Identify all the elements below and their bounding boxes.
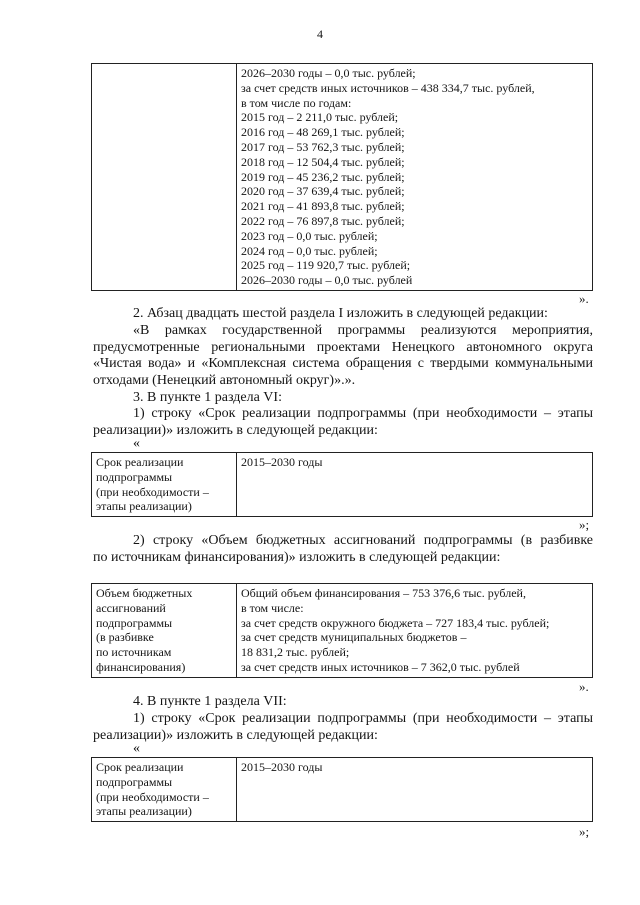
funding-line: 2025 год – 119 920,7 тыс. рублей;: [241, 258, 411, 273]
item-3-sub2: [93, 533, 593, 566]
sub-line: реализации)» изложить в следующей редакции:: [93, 422, 378, 438]
item-3-heading: 3. В пункте 1 раздела VI:: [133, 390, 282, 405]
label-line: этапы реализации): [96, 804, 192, 819]
value-line: за счет средств окружного бюджета – 727 183,4 тыс. рублей;: [241, 615, 550, 630]
item-2-heading: 2. Абзац двадцать шестой раздела I изложить в следующей редакции:: [133, 306, 548, 321]
table-label-cell: [92, 64, 237, 291]
sub-line: 1) строку «Срок реализации подпрограммы (при необходимости – этапы: [133, 406, 593, 421]
label-line: подпрограммы: [96, 774, 173, 789]
value-line: за счет средств муниципальных бюджетов –: [241, 630, 467, 645]
funding-line: 2023 год – 0,0 тыс. рублей;: [241, 228, 378, 243]
sub-line: реализации)» изложить в следующей редакции:: [93, 727, 378, 743]
budget-label-cell: [92, 584, 237, 678]
budget-table: [91, 583, 593, 678]
label-line: Срок реализации: [96, 760, 184, 774]
item-2-quote: [93, 323, 593, 389]
label-line: (при необходимости –: [96, 789, 209, 804]
label-line: (при необходимости –: [96, 484, 209, 499]
quote-line: предусмотренные региональными проектами Ненецкого автономного округа: [93, 339, 593, 355]
item-4-heading: 4. В пункте 1 раздела VII:: [133, 694, 287, 709]
funding-line: 2026–2030 годы – 0,0 тыс. рублей;: [241, 66, 416, 80]
quote-line: отходами (Ненецкий автономный округ)».».: [93, 372, 356, 388]
open-quote: «: [133, 741, 140, 756]
term-value-cell: 2015–2030 годы: [237, 453, 593, 517]
funding-line: 2020 год – 37 639,4 тыс. рублей;: [241, 184, 405, 199]
sub-line: 2) строку «Объем бюджетных ассигнований подпрограммы (в разбивке: [133, 533, 593, 548]
funding-line: 2022 год – 76 897,8 тыс. рублей;: [241, 213, 405, 228]
item-3-sub1: [93, 406, 593, 439]
label-line: по источникам: [96, 645, 172, 660]
term-value-cell: 2015–2030 годы: [237, 758, 593, 822]
value-line: 18 831,2 тыс. рублей;: [241, 645, 350, 660]
funding-line: 2026–2030 годы – 0,0 тыс. рублей: [241, 273, 413, 288]
closing-quote: ».: [579, 679, 589, 694]
open-quote: «: [133, 436, 140, 451]
value-line: за счет средств иных источников – 7 362,0 тыс. рублей: [241, 659, 520, 674]
label-line: Объем бюджетных: [96, 586, 193, 600]
value-line: в том числе:: [241, 600, 304, 615]
funding-line: 2018 год – 12 504,4 тыс. рублей;: [241, 154, 405, 169]
quote-line: «Чистая вода» и «Комплексная система обращения с твердыми коммунальными: [93, 356, 593, 371]
label-line: Срок реализации: [96, 455, 184, 469]
budget-value-cell: [237, 584, 593, 678]
term-label-cell: [92, 453, 237, 517]
funding-line: 2019 год – 45 236,2 тыс. рублей;: [241, 169, 405, 184]
label-line: финансирования): [96, 659, 186, 674]
funding-line: 2015 год – 2 211,0 тыс. рублей;: [241, 110, 399, 125]
label-line: подпрограммы: [96, 469, 173, 484]
label-line: (в разбивке: [96, 630, 154, 645]
sub-line: по источникам финансирования)» изложить в следующей редакции:: [93, 549, 501, 565]
funding-line: 2021 год – 41 893,8 тыс. рублей;: [241, 199, 405, 214]
funding-line: 2024 год – 0,0 тыс. рублей;: [241, 243, 378, 258]
funding-line: 2017 год – 53 762,3 тыс. рублей;: [241, 139, 405, 154]
label-line: этапы реализации): [96, 499, 192, 514]
table-value-cell: [237, 64, 593, 291]
label-line: ассигнований: [96, 600, 166, 615]
funding-line: за счет средств иных источников – 438 334,7 тыс. рублей,: [241, 80, 535, 95]
value-line: Общий объем финансирования – 753 376,6 тыс. рублей,: [241, 586, 526, 600]
sub-line: 1) строку «Срок реализации подпрограммы (при необходимости – этапы: [133, 711, 593, 726]
item-4-sub1: [93, 711, 593, 744]
label-line: подпрограммы: [96, 615, 173, 630]
quote-line: «В рамках государственной программы реализуются мероприятия,: [133, 323, 593, 338]
funding-line: 2016 год – 48 269,1 тыс. рублей;: [241, 125, 405, 140]
closing-quote: »;: [579, 517, 590, 532]
term-label-cell: [92, 758, 237, 822]
term-table: [91, 757, 593, 822]
closing-quote: »;: [579, 824, 590, 839]
closing-quote: ».: [579, 291, 589, 306]
term-table: [91, 452, 593, 517]
funding-line: в том числе по годам:: [241, 95, 352, 110]
continuation-table: [91, 63, 593, 291]
page-number: 4: [317, 27, 323, 41]
